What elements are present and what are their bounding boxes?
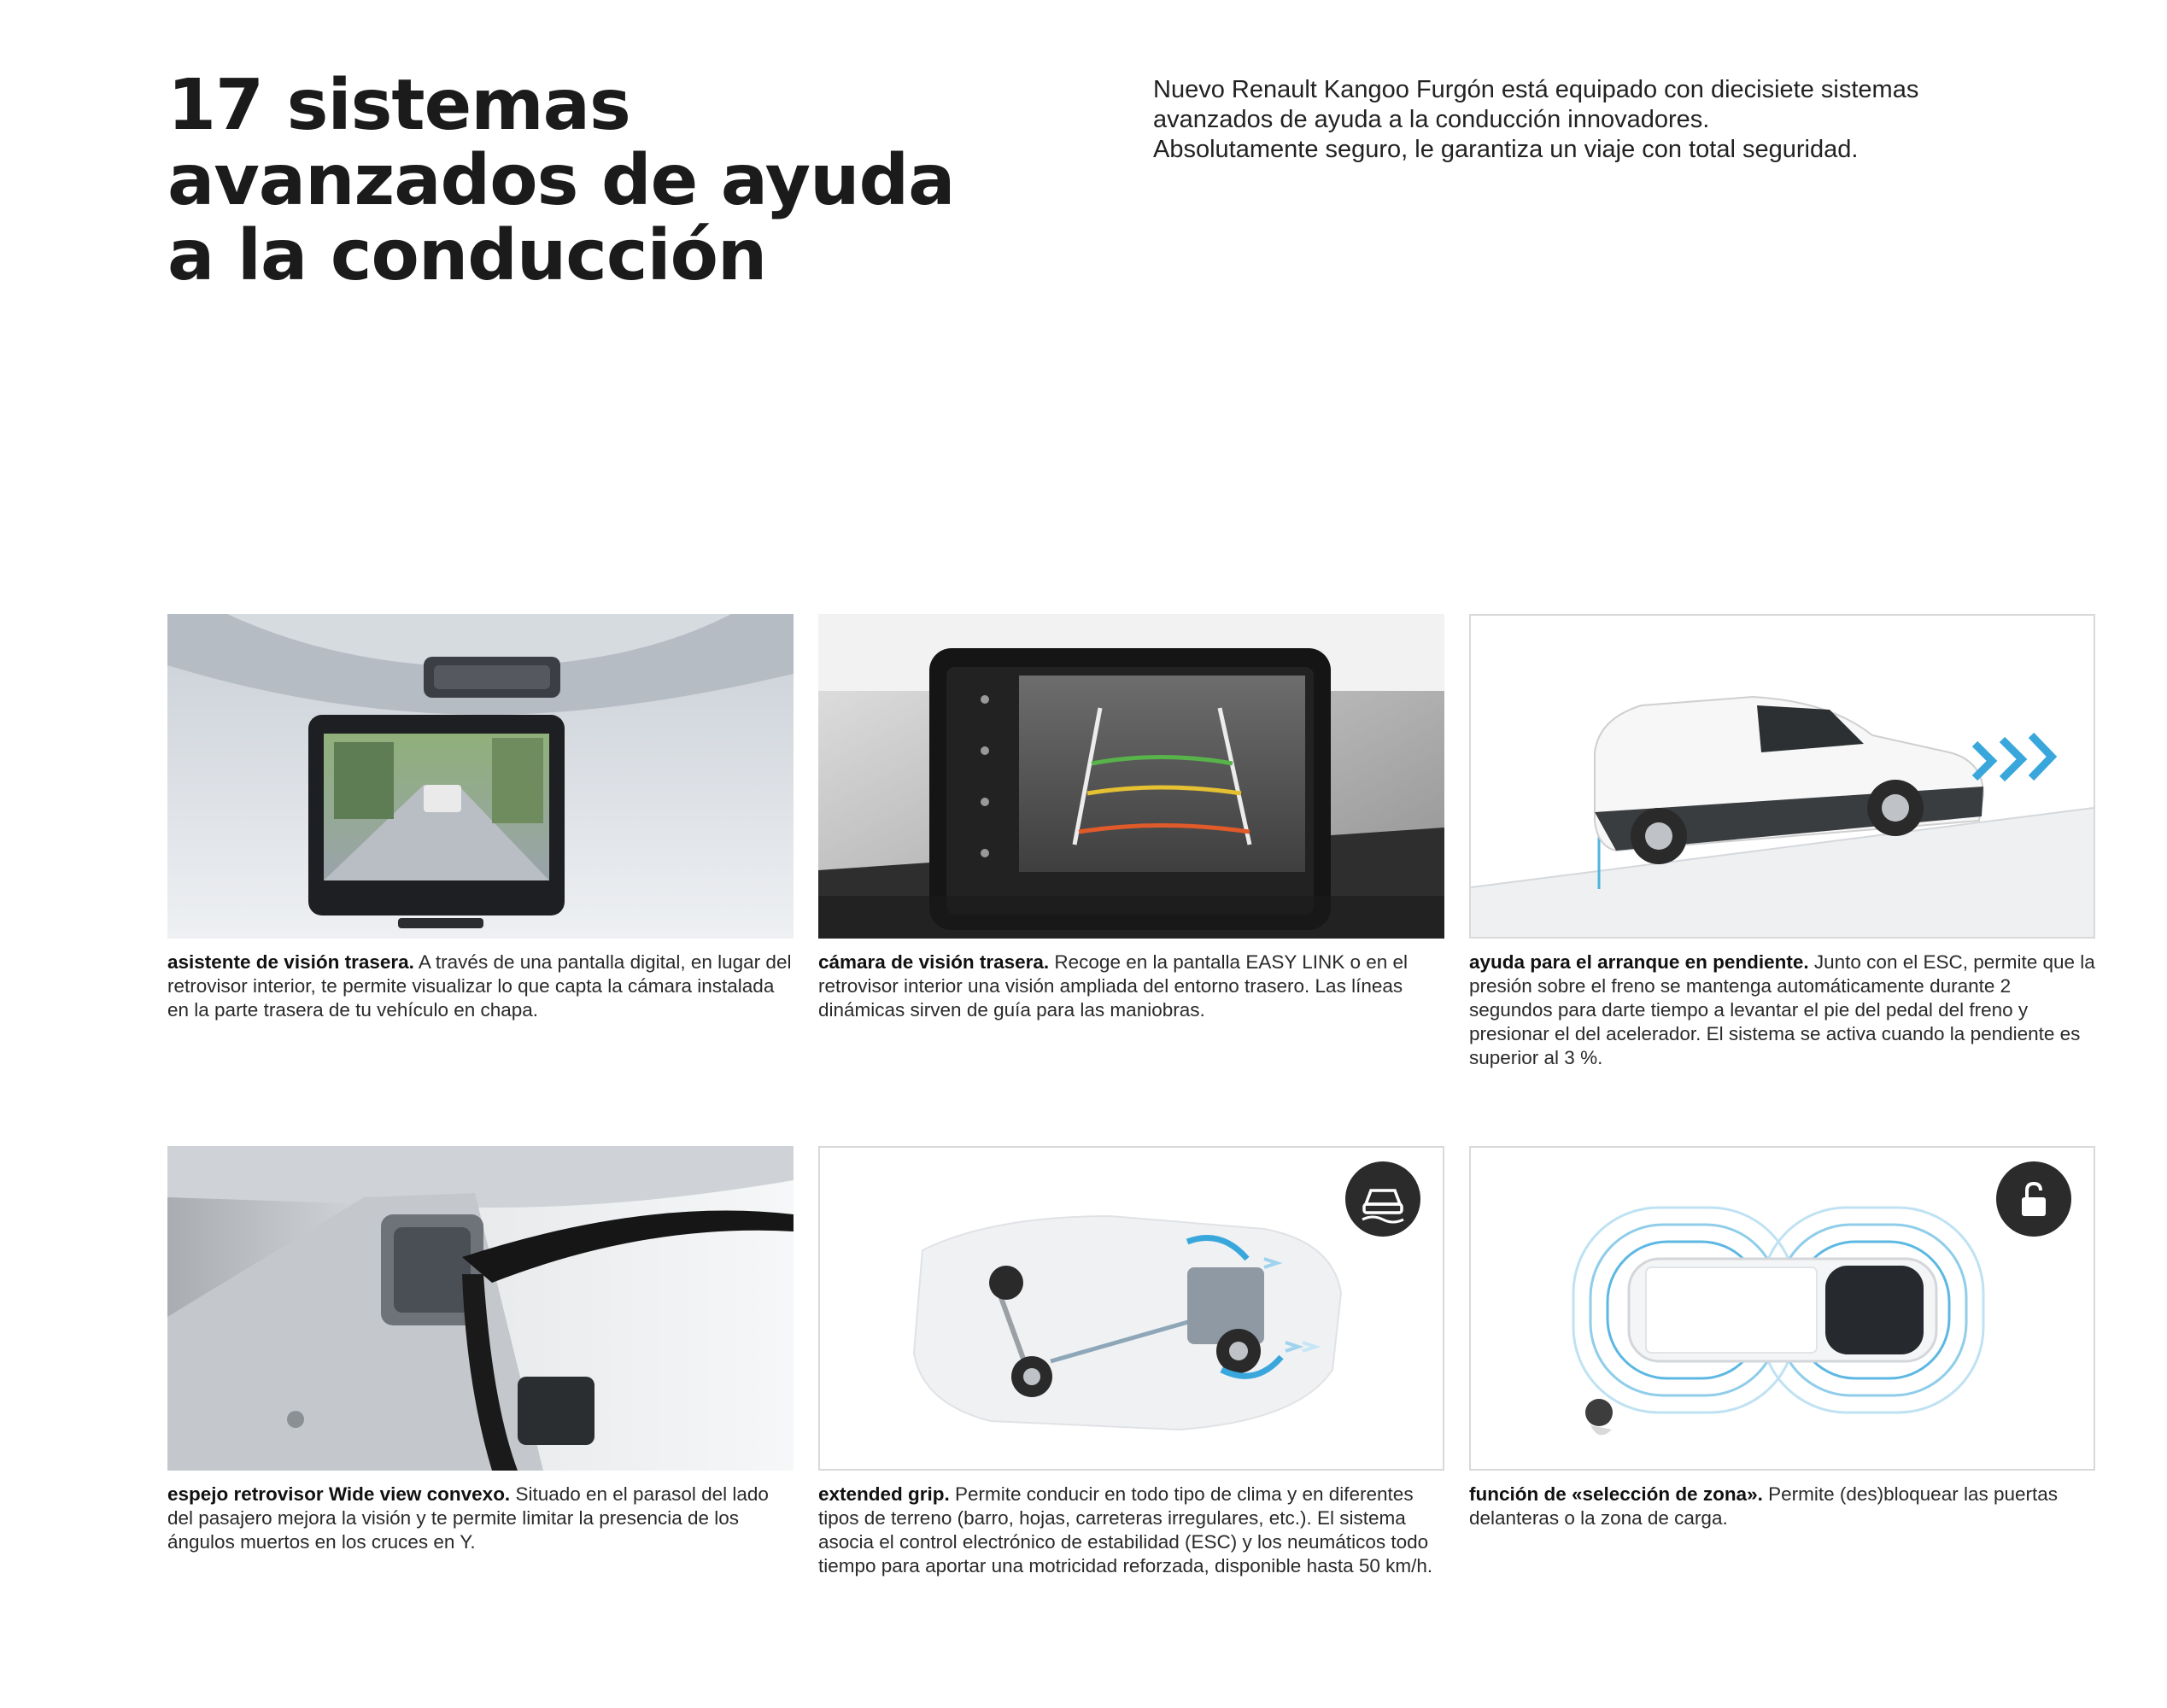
feature-caption: [1469, 1483, 2095, 1530]
feature-caption: [818, 1483, 1444, 1578]
feature-text: Junto con el ESC, permite que la presión sobre el freno se mantenga automáticamente durante 2 segundos para darte tiempo a levantar el pie del pedal del freno y presionar el del acelerador. El sistema se activa cuando la pendiente es superior al 3 %.: [1469, 951, 2095, 1068]
title-line: 17 sistemas: [167, 65, 630, 146]
feature-title: función de «selección de zona».: [1469, 1483, 1763, 1505]
feature-card-wide-view-mirror: [167, 1146, 794, 1554]
intro-line: avanzados de ayuda a la conducción innovadores.: [1153, 106, 1710, 133]
feature-caption: [167, 951, 794, 1022]
rear-vision-monitor-photo: [167, 614, 794, 939]
wide-view-mirror-photo: [167, 1146, 794, 1471]
title-line: a la conducción: [167, 215, 767, 296]
feature-text: Permite conducir en todo tipo de clima y en diferentes tipos de terreno (barro, hojas, carreteras irregulares, etc.). El sistema asocia el control electrónico de estabilidad (ESC) y los neumáticos todo tiempo para aportar una motricidad reforzada, disponible hasta 50 km/h.: [818, 1483, 1433, 1576]
intro-paragraph: [1153, 75, 2093, 165]
extended-grip-illustration: [818, 1146, 1444, 1471]
feature-text: Situado en el parasol del lado del pasajero mejora la visión y te permite limitar la presencia de los ángulos muertos en los cruces en Y.: [167, 1483, 769, 1553]
feature-caption: [167, 1483, 794, 1554]
feature-caption: [1469, 951, 2095, 1070]
intro-line: Nuevo Renault Kangoo Furgón está equipado con diecisiete sistemas: [1153, 76, 1919, 103]
hill-start-illustration: [1469, 614, 2095, 939]
feature-caption: [818, 951, 1444, 1022]
feature-text: A través de una pantalla digital, en lugar del retrovisor interior, te permite visualizar lo que capta la cámara instalada en la parte trasera de tu vehículo en chapa.: [167, 951, 792, 1021]
page-title: [167, 65, 1107, 296]
feature-card-extended-grip: [818, 1146, 1444, 1578]
rear-camera-screen-photo: [818, 614, 1444, 939]
lock-icon: [1996, 1161, 2071, 1237]
feature-title: asistente de visión trasera.: [167, 951, 414, 973]
zone-selection-illustration: [1469, 1146, 2095, 1471]
feature-card-zone-selection: [1469, 1146, 2095, 1530]
feature-card-rear-camera: [818, 614, 1444, 1022]
feature-title: cámara de visión trasera.: [818, 951, 1050, 973]
feature-text: Recoge en la pantalla EASY LINK o en el retrovisor interior una visión ampliada del entorno trasero. Las líneas dinámicas sirven de guía para las maniobras.: [818, 951, 1409, 1021]
feature-title: espejo retrovisor Wide view convexo.: [167, 1483, 511, 1505]
feature-card-rear-vision-assistant: [167, 614, 794, 1022]
feature-text: Permite (des)bloquear las puertas delanteras o la zona de carga.: [1469, 1483, 2059, 1529]
feature-title: ayuda para el arranque en pendiente.: [1469, 951, 1809, 973]
intro-line: Absolutamente seguro, le garantiza un viaje con total seguridad.: [1153, 136, 1859, 163]
feature-card-hill-start-assist: [1469, 614, 2095, 1070]
feature-title: extended grip.: [818, 1483, 950, 1505]
terrain-car-icon: [1345, 1161, 1420, 1237]
title-line: avanzados de ayuda: [167, 140, 955, 221]
